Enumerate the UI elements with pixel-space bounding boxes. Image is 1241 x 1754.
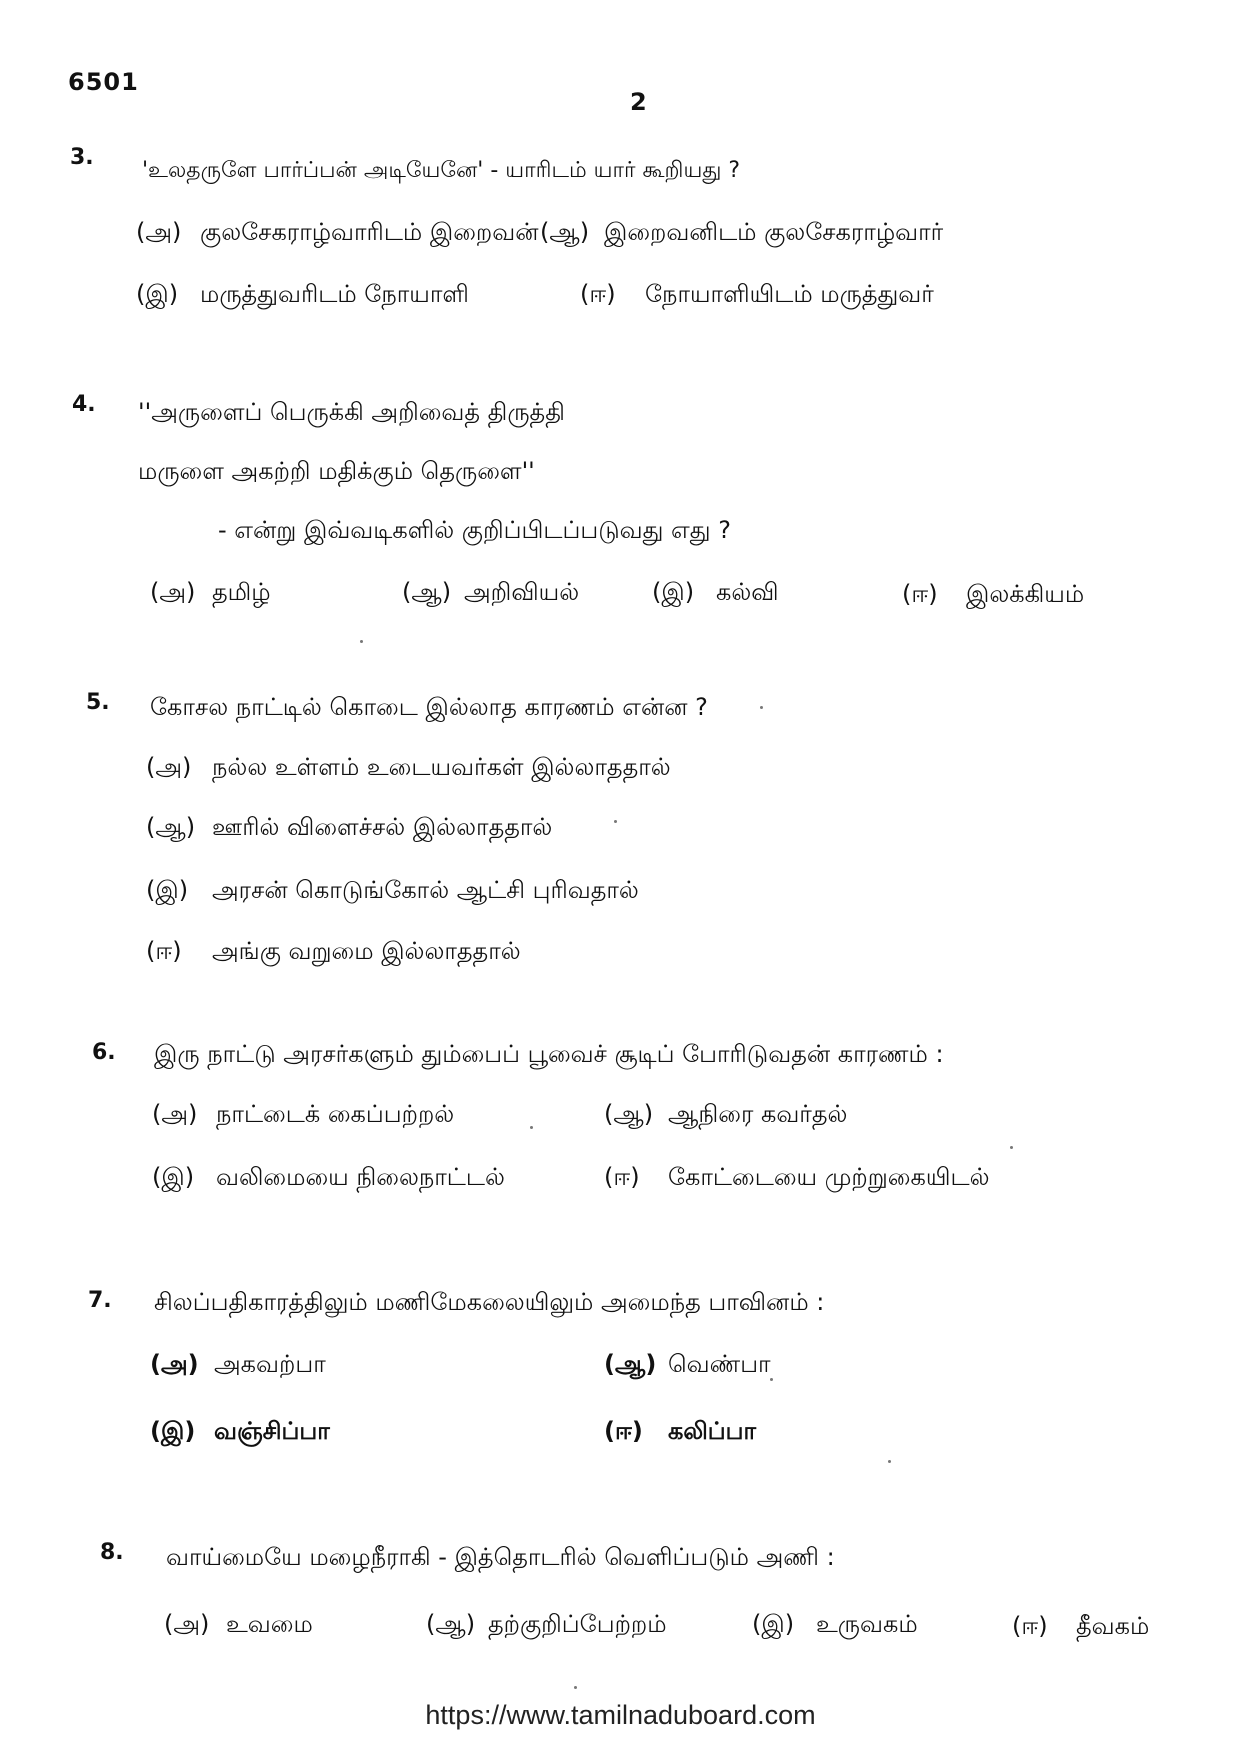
option-text: அரசன் கொடுங்கோல் ஆட்சி புரிவதால் [212,876,639,904]
scan-speck [530,1126,533,1129]
option-text: ஊரில் விளைச்சல் இல்லாததால் [212,813,553,841]
question-number: 3. [70,145,94,170]
option-text: கலிப்பா [668,1417,757,1445]
question-text: கோசல நாட்டில் கொடை இல்லாத காரணம் என்ன ? [150,693,708,721]
option-text: உவமை [226,1610,313,1638]
question-number: 4. [72,392,96,417]
option-label: (அ) [136,218,182,246]
option-label: (ஆ) [402,578,452,606]
option-text: வெண்பா [668,1350,771,1378]
option-label: (இ) [150,1417,196,1445]
option-label: (ஈ) [580,280,616,308]
option-text: கோட்டையை முற்றுகையிடல் [668,1163,990,1191]
option-label: (ஆ) [540,218,590,246]
option-text: தீவகம் [1076,1612,1150,1640]
option-text: அறிவியல் [464,578,580,606]
question-number: 6. [92,1040,116,1065]
question-text-line: மருளை அகற்றி மதிக்கும் தெருளை'' [138,457,535,485]
option-text: நல்ல உள்ளம் உடையவர்கள் இல்லாததால் [212,753,671,781]
option-label: (இ) [752,1610,795,1638]
question-text-line: ''அருளைப் பெருக்கி அறிவைத் திருத்தி [138,398,565,426]
page-number: 2 [630,88,647,116]
scan-speck [770,1378,773,1381]
scan-speck [614,820,617,823]
footer-url: https://www.tamilnaduboard.com [425,1700,816,1730]
question-text-line: - என்று இவ்வடிகளில் குறிப்பிடப்படுவது எது ? [218,516,731,544]
option-text: இறைவனிடம் குலசேகராழ்வார் [604,218,944,246]
scan-speck [574,1686,577,1689]
scan-speck [360,640,363,643]
option-label: (அ) [150,1350,199,1378]
option-label: (அ) [164,1610,210,1638]
option-text: உருவகம் [816,1610,918,1638]
option-text: அகவற்பா [214,1350,326,1378]
scan-speck [888,1460,891,1463]
paper-code: 6501 [68,68,139,96]
option-label: (அ) [146,753,192,781]
option-text: அங்கு வறுமை இல்லாததால் [212,937,521,965]
option-label: (ஈ) [604,1163,640,1191]
option-text: கல்வி [716,578,779,606]
option-text: வஞ்சிப்பா [214,1417,330,1445]
question-text: இரு நாட்டு அரசர்களும் தும்பைப் பூவைச் சூடிப் போரிடுவதன் காரணம் : [154,1040,944,1068]
option-text: ஆநிரை கவர்தல் [668,1100,848,1128]
option-label: (ஆ) [604,1100,654,1128]
option-label: (இ) [652,578,695,606]
question-number: 7. [88,1288,112,1313]
option-text: மருத்துவரிடம் நோயாளி [200,280,469,308]
scan-speck [1010,1146,1013,1149]
option-label: (இ) [152,1163,195,1191]
option-text: நோயாளியிடம் மருத்துவர் [645,280,934,308]
option-label: (ஆ) [146,813,196,841]
question-number: 8. [100,1540,124,1565]
question-text: 'உலதருளே பார்ப்பன் அடியேனே' - யாரிடம் யார் கூறியது ? [142,158,741,183]
option-text: குலசேகராழ்வாரிடம் இறைவன் [200,218,539,246]
scan-speck [760,706,763,709]
option-label: (ஈ) [1012,1612,1048,1640]
option-label: (அ) [152,1100,198,1128]
option-text: இலக்கியம் [966,580,1085,608]
option-label: (ஆ) [604,1350,657,1378]
option-text: தமிழ் [212,578,271,606]
option-label: (இ) [146,876,189,904]
option-text: தற்குறிப்பேற்றம் [488,1610,667,1638]
question-number: 5. [86,690,110,715]
question-text: வாய்மையே மழைநீராகி - இத்தொடரில் வெளிப்படும் அணி : [166,1543,835,1571]
option-text: நாட்டைக் கைப்பற்றல் [216,1100,455,1128]
option-label: (இ) [136,280,179,308]
question-text: சிலப்பதிகாரத்திலும் மணிமேகலையிலும் அமைந்த பாவினம் : [154,1288,825,1316]
option-label: (ஈ) [902,580,938,608]
option-text: வலிமையை நிலைநாட்டல் [216,1163,505,1191]
option-label: (ஈ) [604,1417,643,1445]
option-label: (ஆ) [426,1610,476,1638]
option-label: (ஈ) [146,937,182,965]
option-label: (அ) [150,578,196,606]
